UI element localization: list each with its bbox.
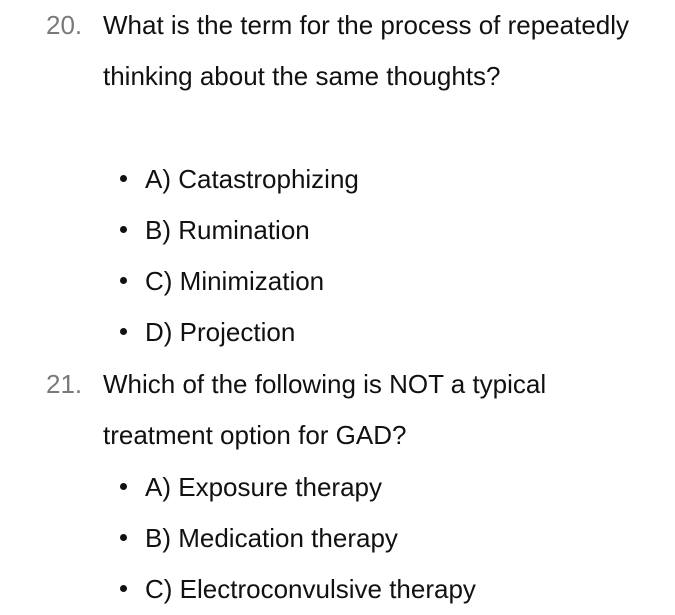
option-label: A) Catastrophizing: [145, 164, 359, 194]
option-label: A) Exposure therapy: [145, 472, 383, 502]
option-label: B) Rumination: [145, 215, 310, 245]
question-number: 21.: [46, 369, 83, 399]
option-label: D) Projection: [145, 317, 296, 347]
list-item: [0, 307, 675, 358]
bullet-icon: [120, 226, 127, 233]
list-item: [0, 462, 675, 513]
question-number: 20.: [46, 10, 83, 40]
option-label: C) Minimization: [145, 266, 325, 296]
list-item: [0, 256, 675, 307]
option-list: [0, 154, 675, 358]
list-item: [0, 205, 675, 256]
question-text: What is the term for the process of repeatedly thinking about the same thoughts?: [103, 10, 630, 91]
option-label: B) Medication therapy: [145, 523, 398, 553]
bullet-icon: [120, 534, 127, 541]
list-item: [0, 564, 675, 615]
option-label: C) Electroconvulsive therapy: [145, 574, 476, 604]
bullet-icon: [120, 483, 127, 490]
bullet-icon: [120, 277, 127, 284]
option-list: [0, 462, 675, 615]
bullet-icon: [120, 328, 127, 335]
list-item: [0, 154, 675, 205]
bullet-icon: [120, 175, 127, 182]
list-item: [0, 513, 675, 564]
bullet-icon: [120, 585, 127, 592]
question-text: Which of the following is NOT a typical treatment option for GAD?: [103, 369, 547, 450]
